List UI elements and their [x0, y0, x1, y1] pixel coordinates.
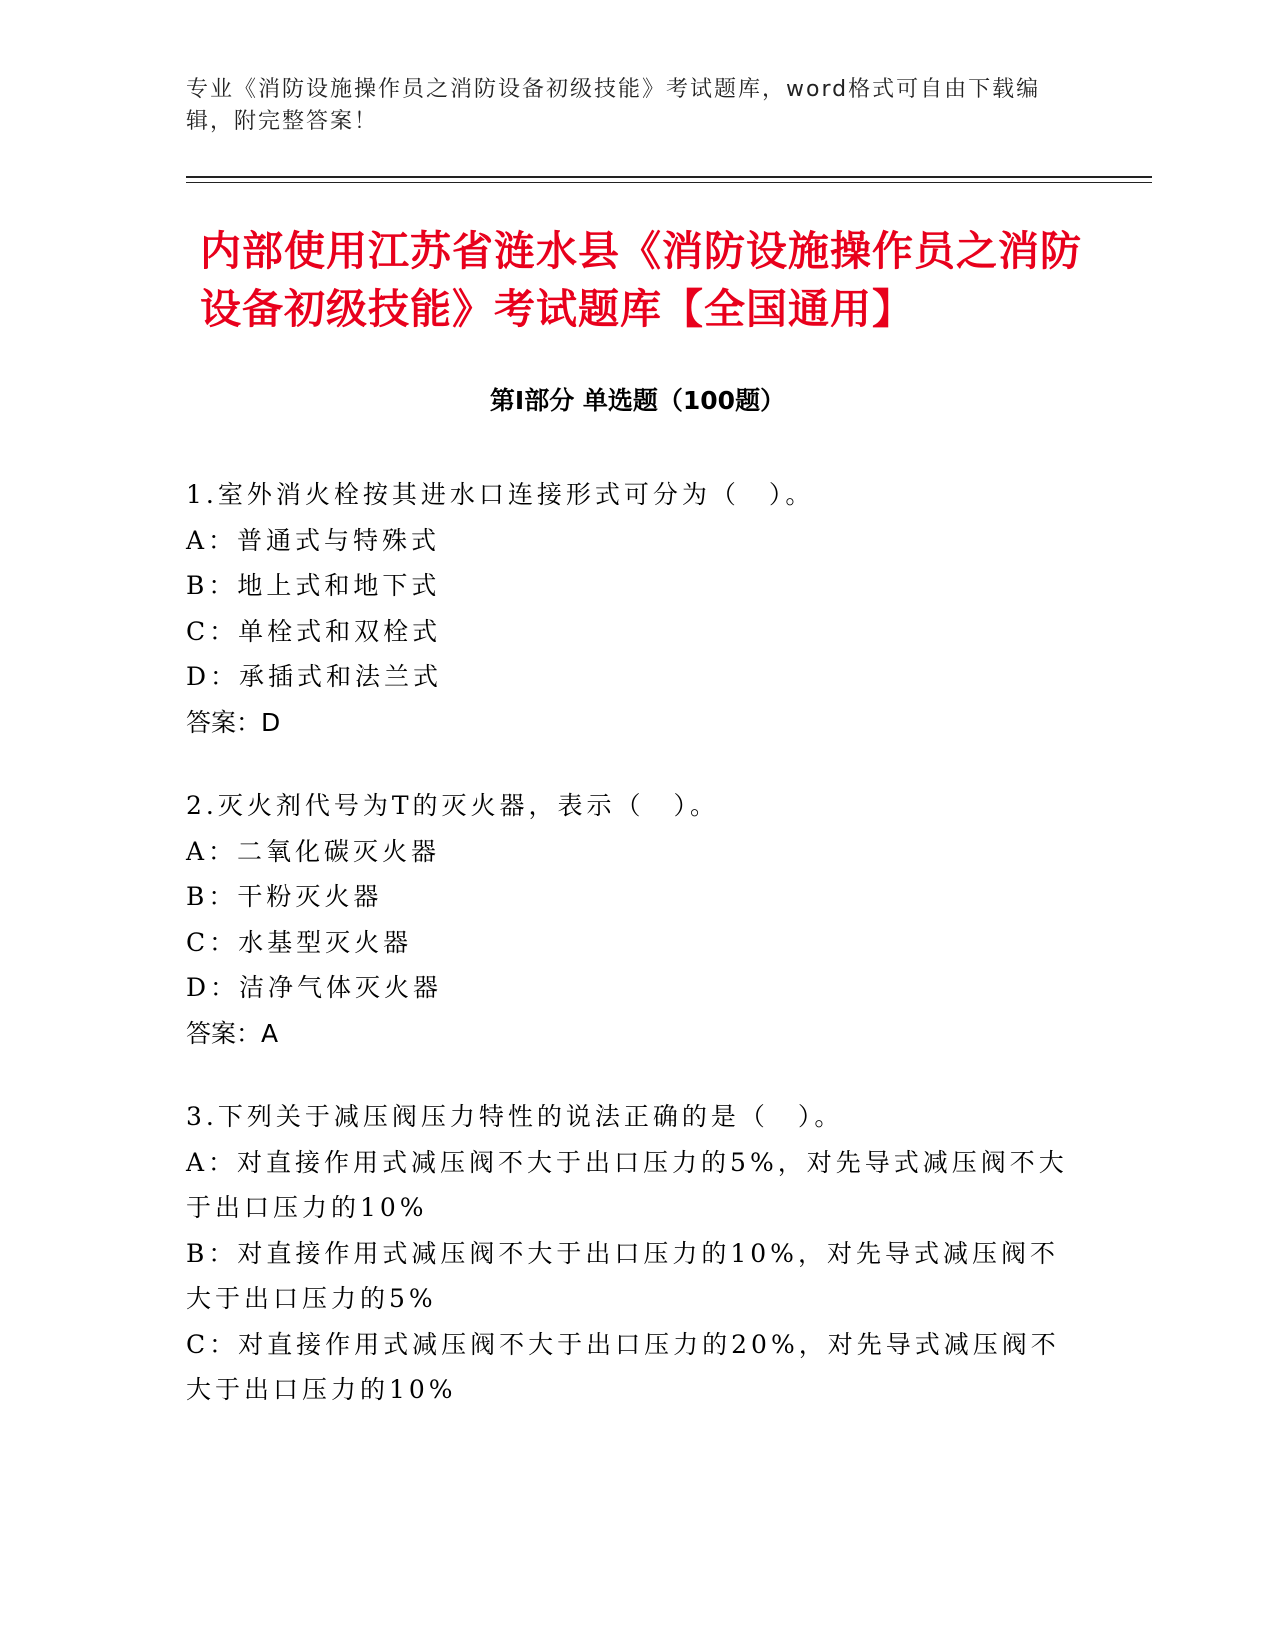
header-divider-thick — [186, 176, 1152, 178]
option-a: A：普通式与特殊式 — [186, 525, 441, 555]
option-a: A：二氧化碳灭火器 — [186, 836, 441, 866]
document-title: 内部使用江苏省涟水县《消防设施操作员之消防设备初级技能》考试题库【全国通用】 — [200, 227, 1082, 333]
header-divider-thin — [186, 182, 1152, 183]
question-stem: 3.下列关于减压阀压力特性的说法正确的是（ ）。 — [186, 1102, 844, 1131]
option-b: B：干粉灭火器 — [186, 882, 383, 911]
header-note: 专业《消防设施操作员之消防设备初级技能》考试题库，word格式可自由下载编辑，附完整答案！ — [186, 77, 1041, 134]
option-c: C：水基型灭火器 — [186, 927, 413, 957]
option-d: D：承插式和法兰式 — [186, 662, 443, 691]
question-stem: 1.室外消火栓按其进水口连接形式可分为（ ）。 — [186, 480, 815, 509]
option-c: C：单栓式和双栓式 — [186, 616, 442, 646]
question-3 — [186, 1094, 1086, 1413]
option-b: B：对直接作用式减压阀不大于出口压力的10%，对先导式减压阀不大于出口压力的5% — [186, 1238, 1059, 1313]
option-d: D：洁净气体灭火器 — [186, 973, 443, 1002]
answer: 答案：A — [186, 1018, 279, 1048]
question-stem: 2.灭火剂代号为T的灭火器，表示（ ）。 — [186, 791, 720, 820]
option-c: C：对直接作用式减压阀不大于出口压力的20%，对先导式减压阀不大于出口压力的10% — [186, 1329, 1060, 1404]
question-list — [186, 472, 1086, 1451]
section-title: 第Ⅰ部分 单选题（100题） — [489, 386, 786, 415]
option-a: A：对直接作用式减压阀不大于出口压力的5%，对先导式减压阀不大于出口压力的10% — [186, 1147, 1068, 1222]
question-1 — [186, 472, 1086, 745]
option-b: B：地上式和地下式 — [186, 571, 441, 600]
question-2 — [186, 783, 1086, 1056]
answer: 答案：D — [186, 707, 281, 737]
